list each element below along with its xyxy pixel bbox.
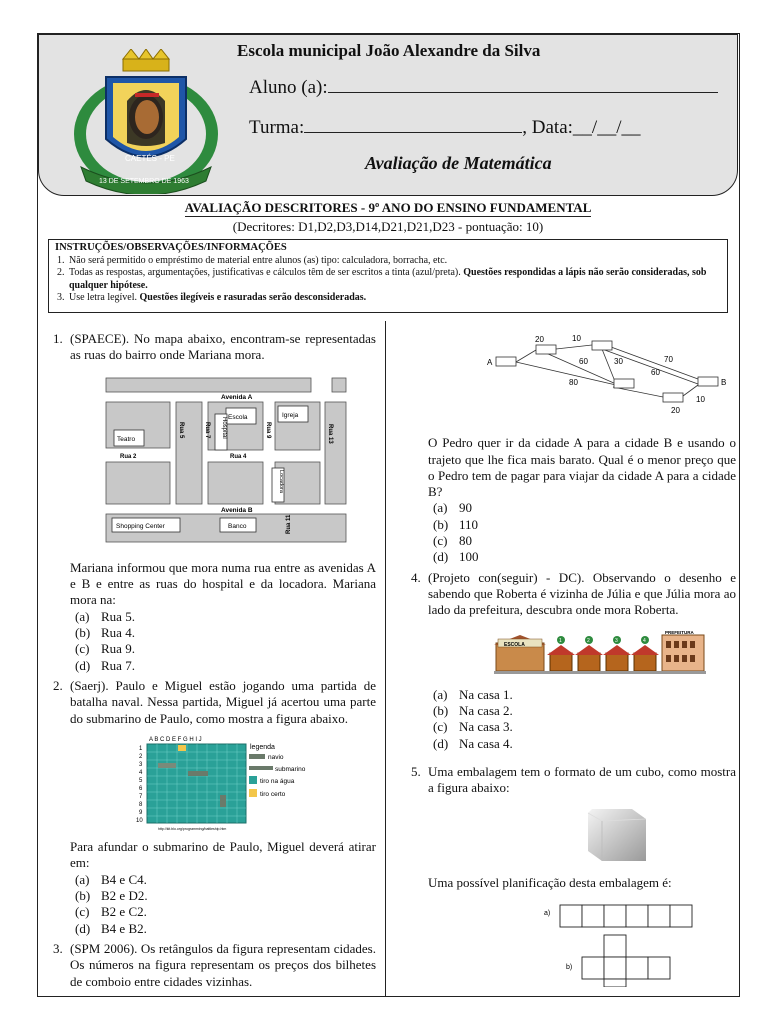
cube-figure: [408, 805, 736, 863]
grid-letters: A B C D E F G H I J: [149, 736, 202, 743]
column-divider: [385, 321, 386, 996]
instruction-item: 3. Use letra legível. Questões ilegíveis e rasuradas serão desconsideradas.: [57, 292, 367, 303]
net-option-a-label: a): [544, 910, 551, 918]
question-number: 4.: [411, 569, 421, 585]
svg-text:3: 3: [139, 761, 143, 768]
date-blanks[interactable]: __/__/__: [572, 117, 641, 138]
exam-title: Avaliação de Matemática: [365, 153, 552, 173]
answer-options: [70, 609, 376, 674]
map-rua9: Rua 9: [265, 421, 271, 438]
battleship-figure: [50, 733, 376, 831]
question-number: 2.: [53, 677, 63, 693]
house-number: 2: [587, 637, 590, 644]
edge-weight: 30: [614, 357, 623, 366]
answer-option[interactable]: (c) B2 e C2.: [75, 904, 147, 920]
question-prompt: Para afundar o submarino de Paulo, Miguel deverá atirar em:: [70, 839, 376, 871]
instruction-item: 1. Não será permitido o empréstimo de material entre alunos (as) tipo: calculadora, borracha, etc.: [57, 254, 448, 266]
question-text: (Saerj). Paulo e Miguel estão jogando uma partida de batalha naval. Nessa partida, Miguel já acertou uma parte do submarino de Paulo, como mostra a figura abaixo.: [70, 677, 376, 726]
node-b: B: [721, 378, 727, 387]
legend-tiro-certo: tiro certo: [260, 790, 286, 798]
student-label: Aluno (a):: [249, 77, 328, 98]
legend-submarino: submarino: [275, 765, 306, 773]
map-hospital: Hospital: [221, 416, 227, 439]
question-2: [50, 678, 376, 727]
svg-text:9: 9: [139, 809, 143, 816]
net-option-a[interactable]: [560, 905, 692, 927]
right-column: [408, 329, 736, 992]
question-text: (Projeto con(seguir) - DC). Observando o desenho e sabendo que Roberta é vizinha de Júlia e que Júlia mora ao lado da prefeitura, descubra onde mora Roberta.: [428, 569, 736, 618]
map-avenida-a: Avenida A: [221, 393, 253, 401]
question-number: 3.: [53, 940, 63, 956]
edge-weight: 20: [671, 406, 680, 415]
map-shopping: Shopping Center: [116, 522, 165, 530]
map-rua13: Rua 13: [327, 423, 333, 444]
page-frame: [37, 33, 740, 997]
question-4: [408, 570, 736, 619]
answer-option[interactable]: (b) 110: [433, 516, 479, 532]
map-rua11: Rua 11: [286, 514, 292, 534]
student-field[interactable]: [249, 75, 718, 99]
edge-weight: 60: [651, 368, 660, 377]
net-option-b-label: b): [566, 964, 573, 972]
answer-option[interactable]: (c) 80: [433, 533, 472, 549]
answer-option[interactable]: (a) 90: [433, 500, 472, 516]
left-column: [50, 331, 376, 990]
answer-option[interactable]: (a) B4 e C4.: [75, 871, 147, 887]
answer-option[interactable]: (c) Na casa 3.: [433, 719, 513, 735]
answer-option[interactable]: (d) Na casa 4.: [433, 735, 513, 751]
city-emblem: [61, 49, 231, 194]
class-blank[interactable]: [304, 115, 522, 133]
instructions-list: [55, 255, 721, 305]
answer-option[interactable]: (a) Rua 5.: [75, 608, 135, 624]
answer-option[interactable]: (b) B2 e D2.: [75, 888, 148, 904]
svg-text:4: 4: [139, 769, 143, 776]
map-rua5: Rua 5: [178, 421, 184, 438]
answer-option[interactable]: (a) Na casa 1.: [433, 686, 513, 702]
question-1: [50, 331, 376, 364]
map-rua7: Rua 7: [204, 421, 210, 438]
svg-text:2: 2: [139, 753, 143, 760]
edge-weight: 10: [572, 334, 581, 343]
house-number: 4: [643, 637, 646, 644]
question-prompt: Uma possível planificação desta embalagem é:: [428, 874, 672, 890]
date-label: , Data:: [522, 117, 573, 138]
class-label: Turma:: [249, 117, 305, 138]
question-prompt: O Pedro quer ir da cidade A para a cidade B e usando o trajeto que lhe fica mais barato. Qual é o menor preço que o Pedro tem de pagar para viajar da cidade A para a cidade B?: [428, 435, 736, 500]
descriptors-line: (Decritores: D1,D2,D3,D14,D21,D21,D23 - pontuação: 10): [232, 219, 544, 234]
answer-option[interactable]: (d) 100: [433, 549, 479, 565]
svg-text:6: 6: [139, 785, 143, 792]
exam-subtitle: AVALIAÇÃO DESCRITORES - 9º ANO DO ENSINO FUNDAMENTAL: [184, 200, 592, 215]
house-number: 3: [615, 637, 618, 644]
neighborhood-map: [50, 372, 376, 552]
student-blank[interactable]: [328, 75, 718, 93]
answer-option[interactable]: (b) Na casa 2.: [433, 703, 513, 719]
prefeitura-sign: PREFEITURA: [665, 629, 694, 635]
school-name: Escola municipal João Alexandre da Silva: [237, 41, 541, 60]
edge-weight: 60: [579, 357, 588, 366]
question-number: 5.: [411, 764, 421, 780]
houses: [547, 636, 659, 671]
question-text: (SPAECE). No mapa abaixo, encontram-se representadas as ruas do bairro onde Mariana mora.: [70, 331, 376, 363]
house-number: 1: [559, 637, 562, 644]
map-rua2: Rua 2: [120, 453, 137, 460]
figure-source: http://kit.blo.org/programming/battleship.htm: [158, 826, 227, 831]
street-houses-figure: [408, 629, 736, 677]
question-text: Uma embalagem tem o formato de um cubo, como mostra a figura abaixo:: [428, 764, 736, 796]
escola-sign: ESCOLA: [504, 641, 525, 648]
answer-options: [70, 872, 376, 937]
question-3: [50, 941, 376, 990]
edge-weight: 20: [535, 335, 544, 344]
map-avenida-b: Avenida B: [221, 506, 253, 514]
answer-option[interactable]: (d) Rua 7.: [75, 657, 135, 673]
svg-text:5: 5: [139, 777, 143, 784]
instruction-item: 2. Todas as respostas, argumentações, justificativas e cálculos têm de ser escritos a tinta (azul/preta). Questões respondidas a lápis não serão consideradas, sob qualquer hipótese.: [57, 267, 707, 291]
question-5: [408, 764, 736, 797]
class-date-field[interactable]: [249, 115, 640, 139]
svg-text:8: 8: [139, 801, 143, 808]
city-graph: [408, 329, 736, 419]
cube-nets-figure: [408, 899, 736, 987]
header-banner: [38, 34, 738, 196]
answer-options: [428, 500, 736, 565]
emblem-date-text: 13 DE SETEMBRO DE 1963: [99, 178, 189, 185]
map-escola: Escola: [228, 413, 248, 421]
edge-weight: 80: [569, 378, 578, 387]
answer-options: [428, 687, 736, 752]
question-number: 1.: [53, 331, 63, 346]
svg-text:1: 1: [139, 745, 143, 752]
map-locadora: Locadora: [278, 469, 284, 493]
edge-weight: 10: [696, 395, 705, 404]
legend-navio: navio: [268, 753, 284, 761]
net-option-b[interactable]: [582, 935, 670, 987]
legend-tiro-agua: tiro na água: [260, 777, 295, 785]
legend-title: legenda: [250, 743, 275, 751]
answer-option[interactable]: (c) Rua 9.: [75, 641, 135, 657]
map-rua4: Rua 4: [230, 453, 247, 460]
question-prompt: Mariana informou que mora numa rua entre as avenidas A e B e entre as ruas do hospital e da locadora. Mariana mora na:: [70, 559, 376, 608]
question-text: (SPM 2006). Os retângulos da figura representam cidades. Os números na figura representam os preços dos bilhetes de comboio entre cidades vizinhas.: [70, 940, 376, 989]
answer-option[interactable]: (d) B4 e B2.: [75, 920, 147, 936]
node-a: A: [487, 358, 493, 367]
map-banco: Banco: [228, 522, 247, 530]
svg-text:7: 7: [139, 793, 143, 800]
instructions-heading: INSTRUÇÕES/OBSERVAÇÕES/INFORMAÇÕES: [55, 242, 287, 253]
instructions-box: [48, 239, 728, 313]
emblem-ribbon-text: CAETÉS - PE: [125, 154, 175, 163]
edge-weight: 70: [664, 355, 673, 364]
answer-option[interactable]: (b) Rua 4.: [75, 625, 135, 641]
map-igreja: Igreja: [282, 411, 299, 419]
svg-text:10: 10: [136, 817, 143, 824]
map-teatro: Teatro: [117, 435, 136, 443]
